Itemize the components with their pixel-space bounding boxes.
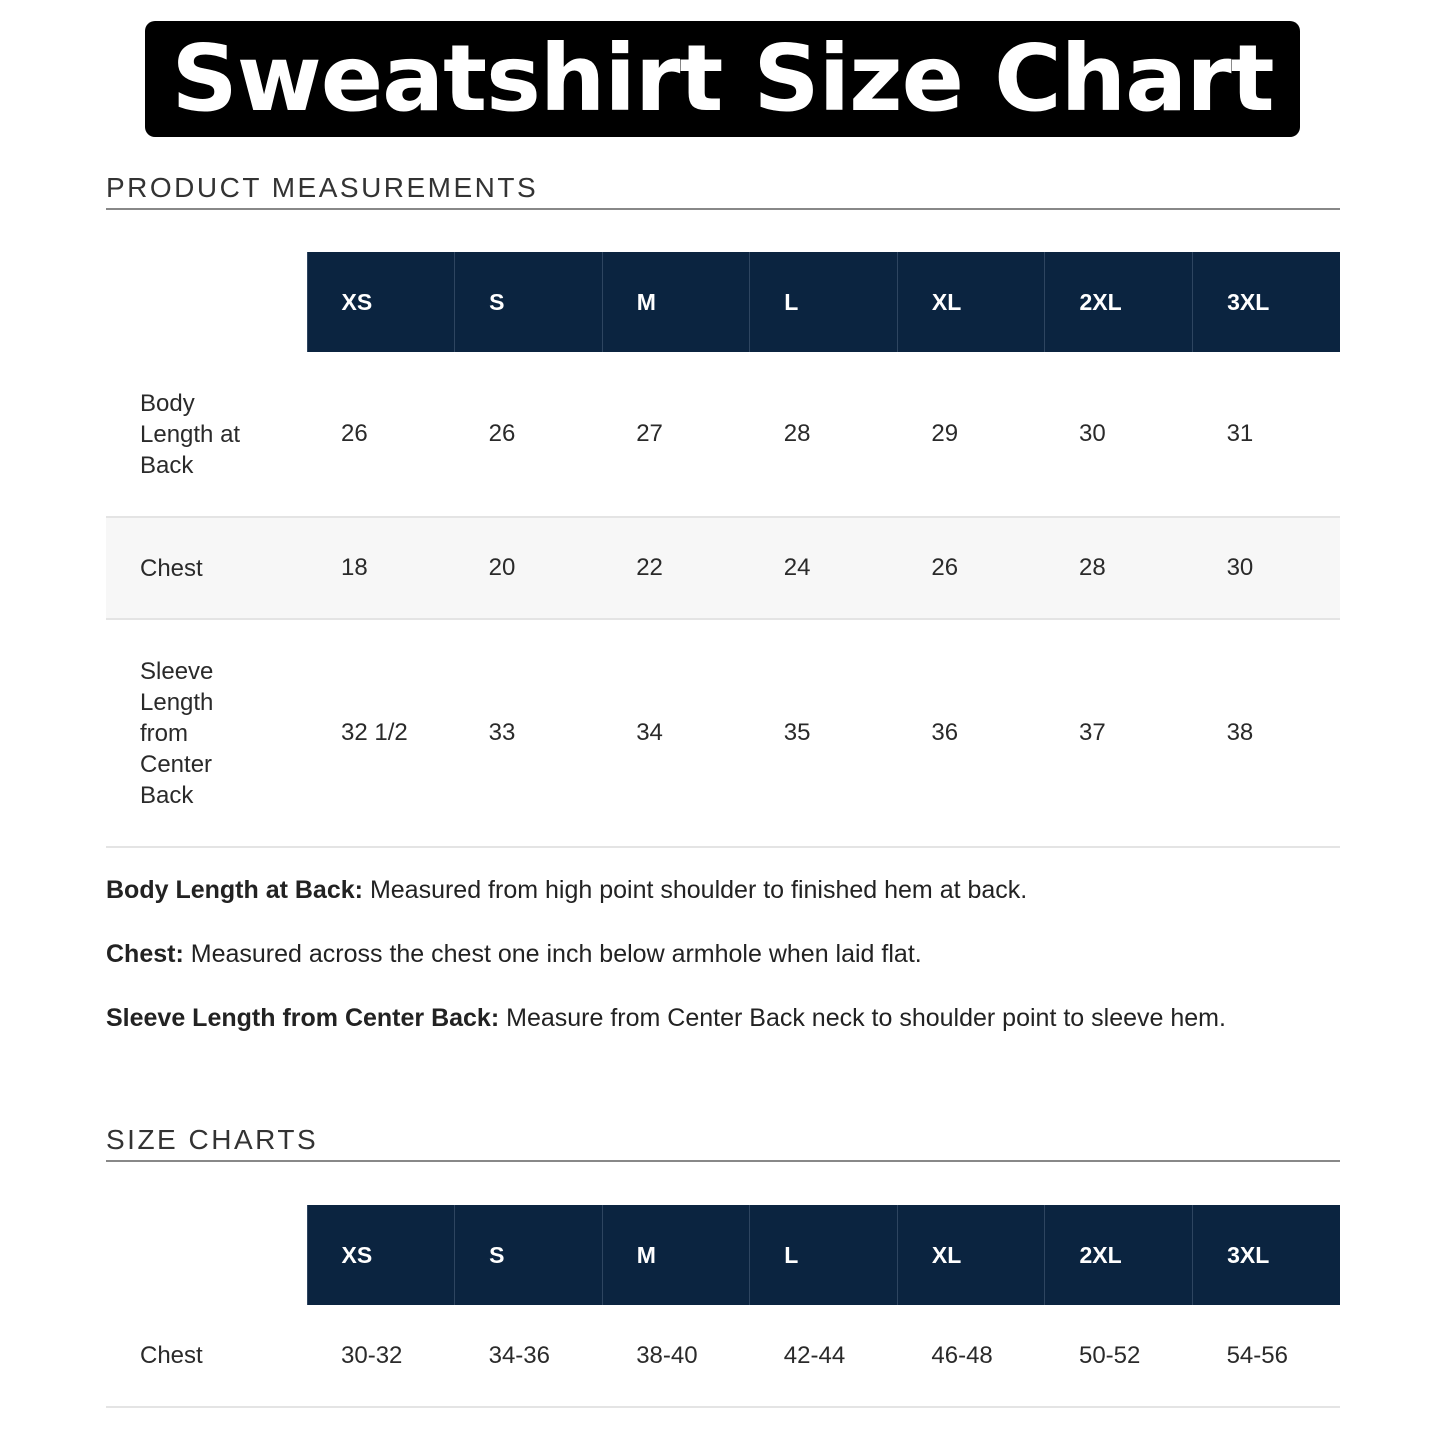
table-cell: 24 xyxy=(750,517,898,619)
table-cell: 27 xyxy=(602,352,750,517)
table-header-row xyxy=(106,252,1340,352)
table-header-row xyxy=(106,1205,1340,1305)
table-cell: 38 xyxy=(1193,619,1341,847)
definition-text: Measure from Center Back neck to shoulder point to sleeve hem. xyxy=(506,1004,1226,1032)
table-cell: 34-36 xyxy=(455,1305,603,1407)
size-header: S xyxy=(455,252,603,352)
definitions xyxy=(106,875,1406,1067)
table-row xyxy=(106,517,1340,619)
size-header: L xyxy=(750,252,898,352)
table-cell: 33 xyxy=(455,619,603,847)
table-cell: 50-52 xyxy=(1045,1305,1193,1407)
product-measurements-table xyxy=(106,252,1340,848)
size-header: L xyxy=(750,1205,898,1305)
table-cell: 31 xyxy=(1193,352,1341,517)
product-measurements-heading: PRODUCT MEASUREMENTS xyxy=(106,174,1340,210)
definition-sleeve-length xyxy=(106,1003,1406,1067)
definition-chest xyxy=(106,939,1406,1003)
table-corner xyxy=(106,252,307,352)
size-header: XS xyxy=(307,252,455,352)
definition-term: Chest: xyxy=(106,940,184,968)
table-cell: 46-48 xyxy=(897,1305,1045,1407)
table-cell: 30-32 xyxy=(307,1305,455,1407)
size-header: XL xyxy=(897,1205,1045,1305)
size-header: M xyxy=(602,1205,750,1305)
row-label: Chest xyxy=(106,1305,307,1407)
table-cell: 26 xyxy=(897,517,1045,619)
definition-text: Measured across the chest one inch below armhole when laid flat. xyxy=(190,940,922,968)
table-cell: 30 xyxy=(1193,517,1341,619)
table-cell: 18 xyxy=(307,517,455,619)
table-cell: 34 xyxy=(602,619,750,847)
table-cell: 36 xyxy=(897,619,1045,847)
size-charts-table xyxy=(106,1205,1340,1408)
size-header: 3XL xyxy=(1193,1205,1341,1305)
size-header: S xyxy=(455,1205,603,1305)
size-charts-heading: SIZE CHARTS xyxy=(106,1126,1340,1162)
size-header: 2XL xyxy=(1045,1205,1193,1305)
table-cell: 22 xyxy=(602,517,750,619)
table-row xyxy=(106,619,1340,847)
size-header: M xyxy=(602,252,750,352)
table-cell: 20 xyxy=(455,517,603,619)
table-cell: 28 xyxy=(1045,517,1193,619)
size-header: 2XL xyxy=(1045,252,1193,352)
table-cell: 29 xyxy=(897,352,1045,517)
size-header: XL xyxy=(897,252,1045,352)
title-banner xyxy=(145,21,1300,137)
row-label: Chest xyxy=(106,517,307,619)
table-cell: 30 xyxy=(1045,352,1193,517)
size-header: 3XL xyxy=(1193,252,1341,352)
table-cell: 38-40 xyxy=(602,1305,750,1407)
table-cell: 26 xyxy=(307,352,455,517)
table-cell: 42-44 xyxy=(750,1305,898,1407)
table-cell: 28 xyxy=(750,352,898,517)
definition-term: Body Length at Back: xyxy=(106,876,363,904)
table-cell: 26 xyxy=(455,352,603,517)
table-row xyxy=(106,352,1340,517)
page-title: Sweatshirt Size Chart xyxy=(171,25,1274,132)
definition-term: Sleeve Length from Center Back: xyxy=(106,1004,500,1032)
table-cell: 32 1/2 xyxy=(307,619,455,847)
row-label: Sleeve Length from Center Back xyxy=(140,657,214,809)
table-cell: 35 xyxy=(750,619,898,847)
definition-body-length xyxy=(106,875,1406,939)
row-label: Body Length at Back xyxy=(140,389,241,479)
table-cell: 37 xyxy=(1045,619,1193,847)
definition-text: Measured from high point shoulder to finished hem at back. xyxy=(369,876,1028,904)
table-corner xyxy=(106,1205,307,1305)
size-header: XS xyxy=(307,1205,455,1305)
table-cell: 54-56 xyxy=(1193,1305,1341,1407)
table-row xyxy=(106,1305,1340,1407)
